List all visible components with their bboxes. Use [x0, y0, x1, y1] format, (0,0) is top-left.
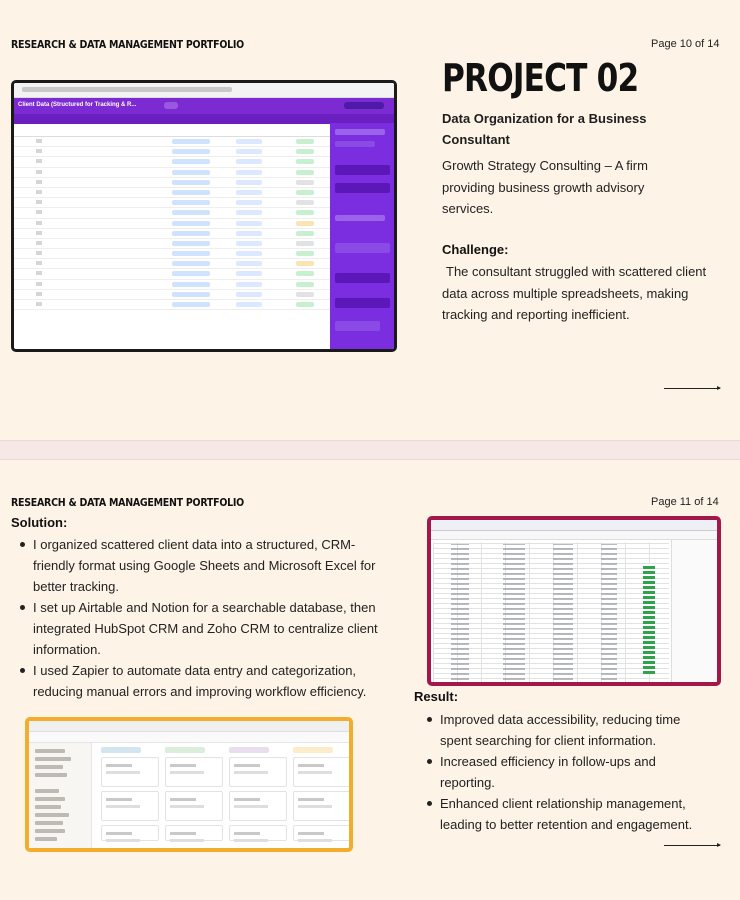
project-title: PROJECT 02: [442, 56, 639, 100]
airtable-row: [14, 290, 330, 300]
airtable-row: [14, 280, 330, 290]
airtable-row: [14, 219, 330, 229]
page-10: [0, 0, 740, 440]
google-sheets-screenshot: [427, 516, 721, 686]
airtable-row: [14, 249, 330, 259]
solution-item: I set up Airtable and Notion for a searchable database, then integrated HubSpot CRM and Zoho CRM to centralize client information.: [11, 597, 393, 660]
airtable-row: [14, 229, 330, 239]
airtable-grid: [14, 137, 330, 310]
airtable-row: [14, 208, 330, 218]
solution-item: I organized scattered client data into a structured, CRM-friendly format using Google Sheets and Microsoft Excel for better tracking.: [11, 534, 393, 597]
result-list: [418, 709, 714, 835]
solution-list: [11, 534, 393, 702]
airtable-row: [14, 198, 330, 208]
result-heading: Result:: [414, 689, 459, 704]
challenge-heading: Challenge:: [442, 242, 509, 257]
challenge-text: The consultant struggled with scattered client data across multiple spreadsheets, making tracking and reporting inefficient.: [442, 264, 707, 322]
airtable-row: [14, 269, 330, 279]
result-item: Increased efficiency in follow-ups and reporting.: [418, 751, 714, 793]
portfolio-label: RESEARCH & DATA MANAGEMENT PORTFOLIO: [11, 38, 244, 51]
page-number: Page 11 of 14: [651, 496, 719, 508]
page-number: Page 10 of 14: [651, 38, 720, 50]
airtable-row: [14, 259, 330, 269]
sheets-side-panel: [671, 540, 720, 682]
airtable-row: [14, 188, 330, 198]
notion-sidebar: [29, 743, 92, 852]
airtable-side-panel: [330, 123, 397, 352]
client-description: Growth Strategy Consulting – A firm providing business growth advisory services.: [442, 158, 648, 216]
airtable-row: [14, 168, 330, 178]
airtable-row: [14, 178, 330, 188]
airtable-row: [14, 300, 330, 310]
result-item: Improved data accessibility, reducing time spent searching for client information.: [418, 709, 714, 751]
arrow-decoration: [664, 845, 720, 846]
arrow-decoration: [664, 388, 720, 389]
airtable-row: [14, 239, 330, 249]
airtable-header: [14, 98, 394, 114]
airtable-screenshot: [11, 80, 397, 352]
airtable-row: [14, 147, 330, 157]
solution-item: I used Zapier to automate data entry and categorization, reducing manual errors and improving workflow efficiency.: [11, 660, 393, 702]
airtable-row: [14, 137, 330, 147]
solution-heading: Solution:: [11, 515, 68, 530]
browser-url-bar: [14, 83, 394, 98]
airtable-row: [14, 157, 330, 167]
page-divider: [0, 440, 740, 460]
notion-board-screenshot: [25, 717, 353, 852]
screenshot-base-title: Client Data (Structured for Tracking & R...: [18, 102, 137, 108]
result-item: Enhanced client relationship management, leading to better retention and engagement.: [418, 793, 714, 835]
project-subtitle: Data Organization for a Business Consultant: [442, 111, 647, 147]
portfolio-label: RESEARCH & DATA MANAGEMENT PORTFOLIO: [11, 496, 244, 509]
